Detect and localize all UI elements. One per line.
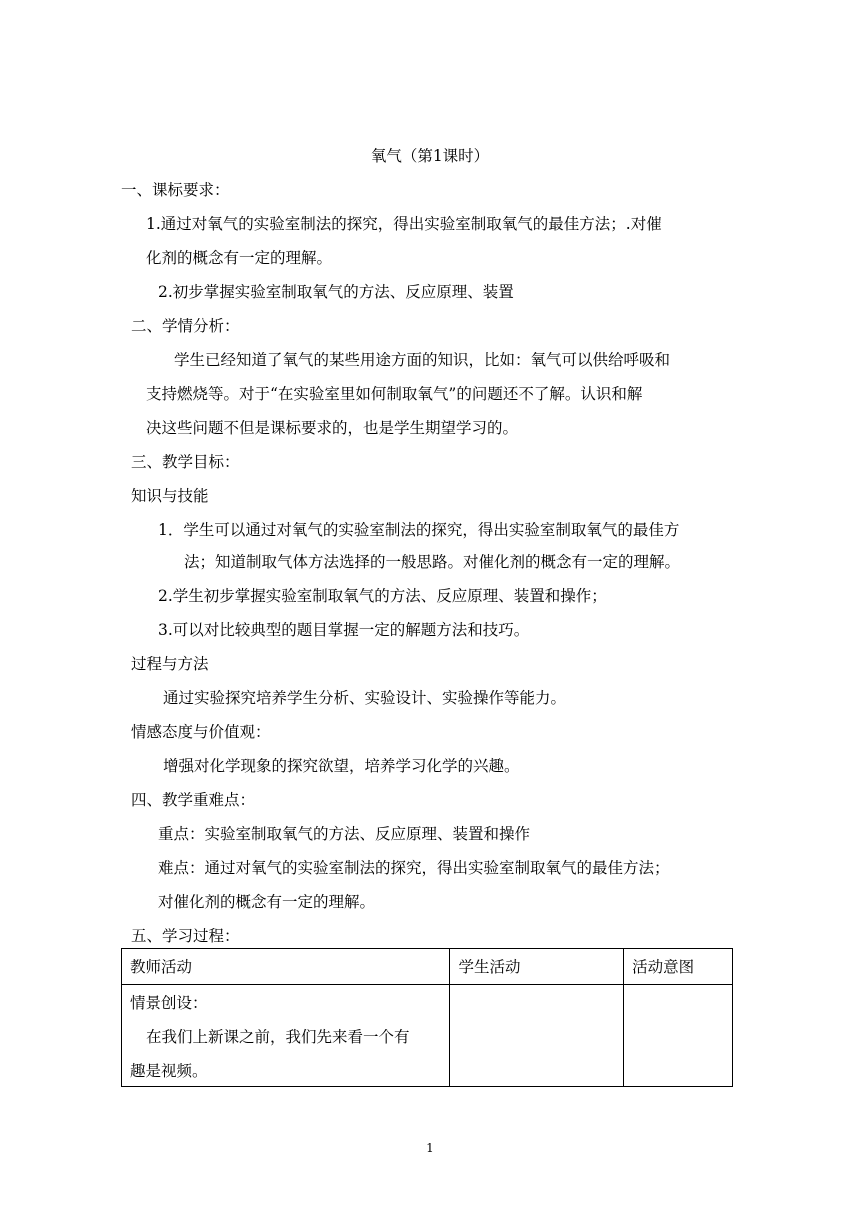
standards-item-1-line-1: 1.通过对氧气的实验室制法的探究，得出实验室制取氧气的最佳方法；.对催: [146, 215, 662, 233]
learning-process-table: [121, 948, 733, 1087]
section-heading-standards: 一、课标要求：: [121, 181, 230, 199]
section-heading-process: 五、学习过程：: [131, 927, 240, 945]
table-header-row: [122, 949, 733, 985]
standards-item-1-line-2: 化剂的概念有一定的理解。: [146, 249, 333, 267]
document-title: 氧气（第1课时）: [370, 147, 490, 165]
section-heading-analysis: 二、学情分析：: [131, 317, 240, 335]
standards-item-2: 2.初步掌握实验室制取氧气的方法、反应原理、装置: [158, 283, 514, 301]
difficulty-line-1: 难点：通过对氧气的实验室制法的探究，得出实验室制取氧气的最佳方法；: [158, 859, 670, 877]
header-student-activity: 学生活动: [450, 949, 624, 985]
objectives-item-2: 2.学生初步掌握实验室制取氧气的方法、反应原理、装置和操作；: [158, 587, 607, 605]
analysis-line-3: 决这些问题不但是课标要求的，也是学生期望学习的。: [146, 419, 519, 437]
section-heading-key-points: 四、教学重难点：: [131, 791, 256, 809]
scenario-text-line-1: 在我们上新课之前，我们先来看一个有: [146, 1028, 410, 1046]
scenario-label: 情景创设：: [130, 994, 208, 1012]
objectives-subheading-attitude: 情感态度与价值观：: [131, 723, 271, 741]
header-teacher-activity: 教师活动: [122, 949, 450, 985]
activity-intent-cell: [624, 985, 733, 1087]
objectives-item-3: 3.可以对比较典型的题目掌握一定的解题方法和技巧。: [158, 621, 530, 639]
table-row: [122, 985, 733, 1087]
objectives-process-text: 通过实验探究培养学生分析、实验设计、实验操作等能力。: [163, 689, 567, 707]
header-activity-intent: 活动意图: [624, 949, 733, 985]
objectives-attitude-text: 增强对化学现象的探究欲望，培养学习化学的兴趣。: [163, 757, 520, 775]
objectives-item-1-line-1: 1．学生可以通过对氧气的实验室制法的探究，得出实验室制取氧气的最佳方: [158, 521, 680, 539]
key-point-text: 重点：实验室制取氧气的方法、反应原理、装置和操作: [158, 825, 531, 843]
objectives-subheading-knowledge: 知识与技能: [131, 487, 209, 505]
objectives-item-1-line-2: 法；知道制取气体方法选择的一般思路。对催化剂的概念有一定的理解。: [184, 553, 681, 571]
student-activity-cell: [450, 985, 624, 1087]
analysis-line-2: 支持燃烧等。对于“在实验室里如何制取氧气”的问题还不了解。认识和解: [146, 385, 643, 403]
difficulty-line-2: 对催化剂的概念有一定的理解。: [158, 893, 376, 911]
teacher-activity-cell: [122, 985, 450, 1087]
analysis-line-1: 学生已经知道了氧气的某些用途方面的知识，比如：氧气可以供给呼吸和: [174, 351, 671, 369]
section-heading-objectives: 三、教学目标：: [131, 453, 240, 471]
page-number: 1: [426, 1141, 434, 1155]
scenario-text-line-2: 趣是视频。: [130, 1062, 208, 1080]
objectives-subheading-process: 过程与方法: [131, 655, 209, 673]
